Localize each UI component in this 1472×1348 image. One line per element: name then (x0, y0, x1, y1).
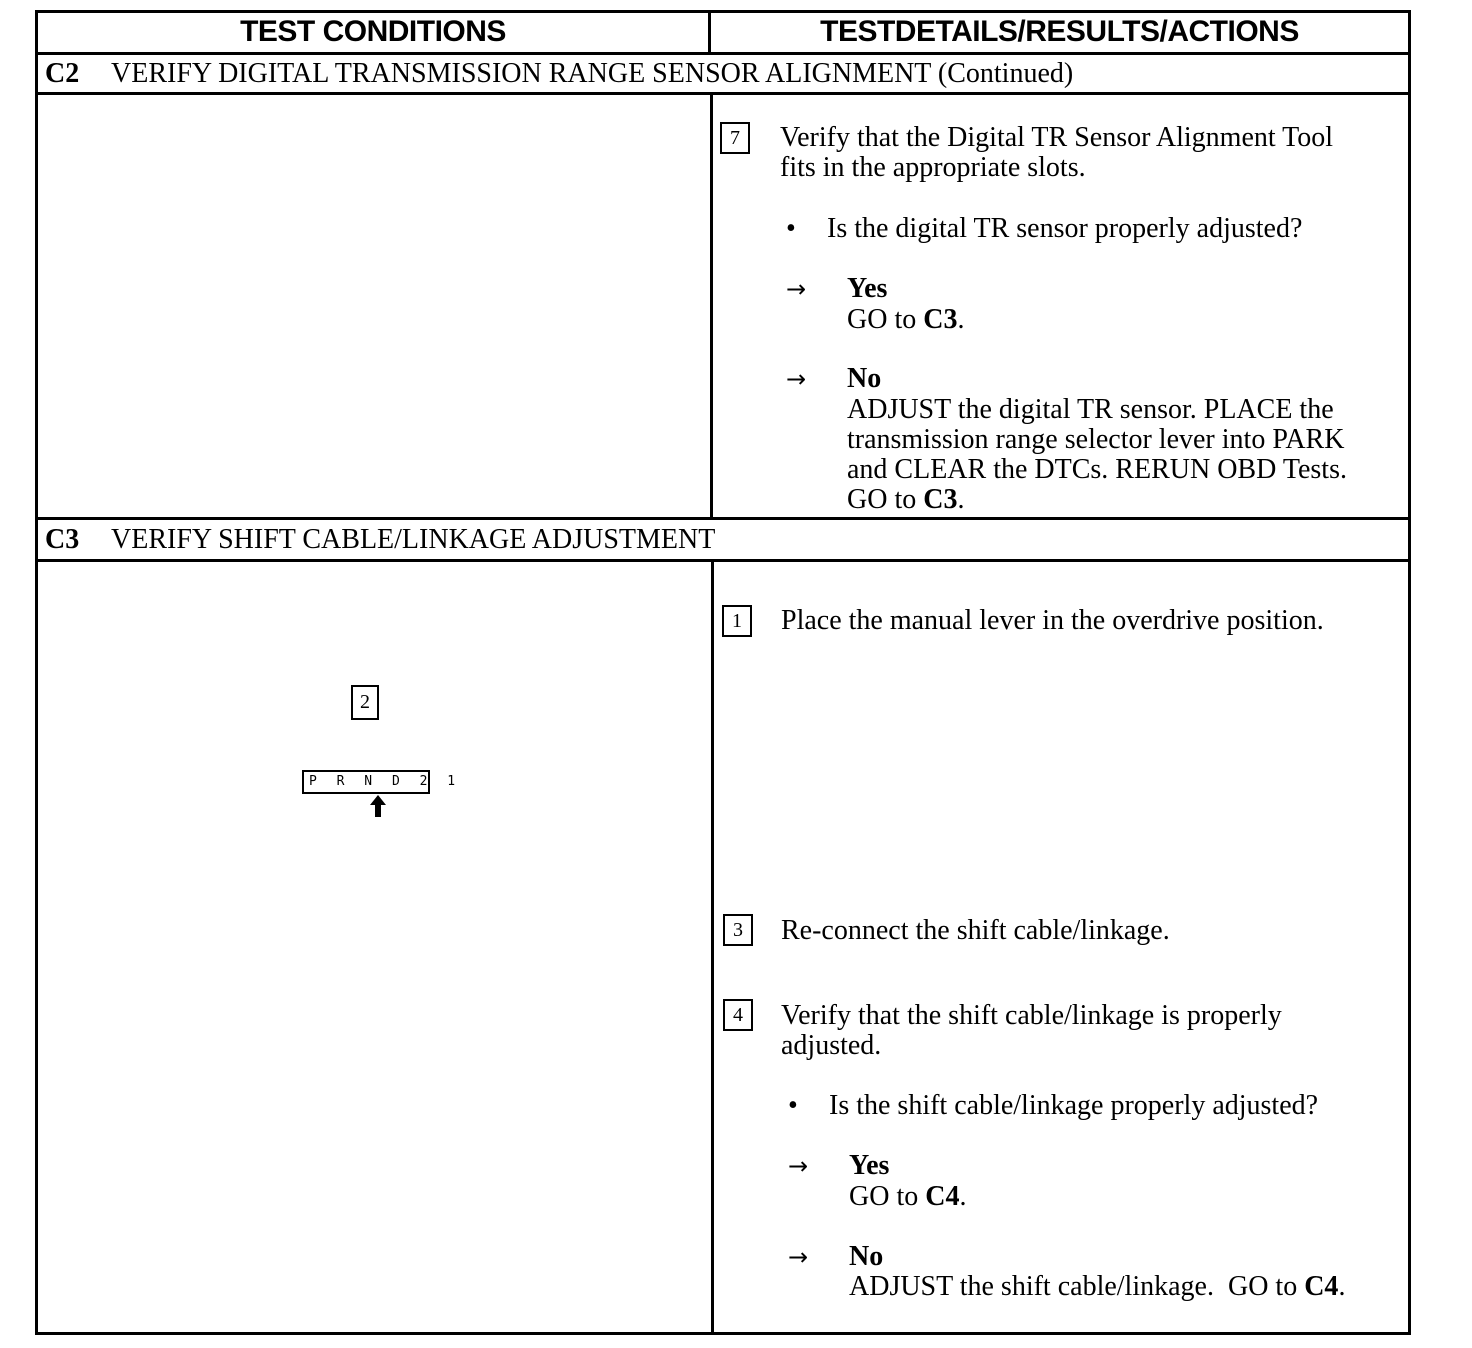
c3-yes-action (849, 1182, 966, 1212)
column-divider-c3 (711, 559, 714, 1335)
up-arrow-icon (368, 794, 388, 818)
header-bottom-border (35, 52, 1411, 55)
c3-no-action (849, 1272, 1345, 1302)
c2-yes-target: C3 (923, 304, 958, 335)
header-test-details: TESTDETAILS/RESULTS/ACTIONS (820, 15, 1299, 48)
c2-no-target: C3 (923, 484, 958, 515)
c2-step-7-line-1: Verify that the Digital TR Sensor Alignment Tool (780, 122, 1334, 153)
c2-yes-action-prefix: GO to (847, 304, 924, 335)
c3-step-3-box: 3 (723, 914, 753, 946)
c2-no-line-1: ADJUST the digital TR sensor. PLACE the (847, 394, 1334, 425)
c3-section-text: VERIFY SHIFT CABLE/LINKAGE ADJUSTMENT (111, 524, 716, 555)
c2-yes-arrow: → (786, 275, 807, 303)
c2-no-action (847, 485, 964, 515)
c3-title-bottom-border (35, 559, 1411, 562)
c3-step-1-box: 1 (722, 605, 752, 637)
c3-no-action-prefix: ADJUST the shift cable/linkage. GO to (849, 1271, 1305, 1302)
c2-yes-label: Yes (847, 273, 888, 304)
c3-yes-label: Yes (849, 1150, 890, 1181)
c2-no-line-3: and CLEAR the DTCs. RERUN OBD Tests. (847, 454, 1347, 485)
c2-no-arrow: → (786, 365, 807, 393)
c2-yes-action (847, 305, 964, 335)
c3-yes-arrow: → (788, 1152, 809, 1180)
c2-title-bottom-border (35, 92, 1411, 95)
c3-question: Is the shift cable/linkage properly adjusted? (829, 1090, 1319, 1121)
c3-illustration-step-2-box: 2 (351, 685, 379, 720)
c2-no-line-2: transmission range selector lever into PARK (847, 424, 1345, 455)
c2-section-id: C2 (45, 58, 80, 89)
c2-no-label: No (847, 363, 882, 394)
c3-no-suffix: . (1338, 1271, 1346, 1302)
c2-no-action-prefix: GO to (847, 484, 924, 515)
c3-section-id: C3 (45, 524, 80, 555)
c3-step-4-box: 4 (723, 999, 753, 1031)
c2-section-text: VERIFY DIGITAL TRANSMISSION RANGE SENSOR ALIGNMENT (Continued) (111, 58, 1074, 89)
c3-step-3-text: Re-connect the shift cable/linkage. (781, 915, 1170, 946)
column-divider-c2 (710, 92, 713, 520)
table-bottom-border (35, 1332, 1411, 1335)
c3-step-4-line-1: Verify that the shift cable/linkage is properly (781, 1000, 1282, 1031)
c3-no-label: No (849, 1241, 884, 1272)
table-left-border (35, 10, 38, 1335)
c3-no-target: C4 (1304, 1271, 1339, 1302)
c2-step-7-line-2: fits in the appropriate slots. (780, 152, 1086, 183)
c2-question: Is the digital TR sensor properly adjusted? (827, 213, 1303, 244)
c2-question-bullet: • (786, 213, 796, 244)
c2-no-suffix: . (957, 484, 965, 515)
c3-yes-suffix: . (959, 1181, 967, 1212)
c2-yes-suffix: . (957, 304, 965, 335)
c3-step-1-text: Place the manual lever in the overdrive position. (781, 605, 1324, 636)
c2-step-7-box: 7 (720, 122, 750, 154)
gear-position-indicator: P R N D 2 1 (302, 770, 430, 794)
c2-section-title (45, 56, 1073, 92)
table-right-border (1408, 10, 1411, 1335)
c3-section-title (45, 522, 715, 558)
c3-yes-action-prefix: GO to (849, 1181, 926, 1212)
c3-yes-target: C4 (925, 1181, 960, 1212)
header-test-conditions: TEST CONDITIONS (240, 15, 506, 48)
c3-title-top-border (35, 517, 1411, 520)
c3-question-bullet: • (788, 1090, 798, 1121)
c3-no-arrow: → (788, 1243, 809, 1271)
c3-step-4-line-2: adjusted. (781, 1030, 882, 1061)
